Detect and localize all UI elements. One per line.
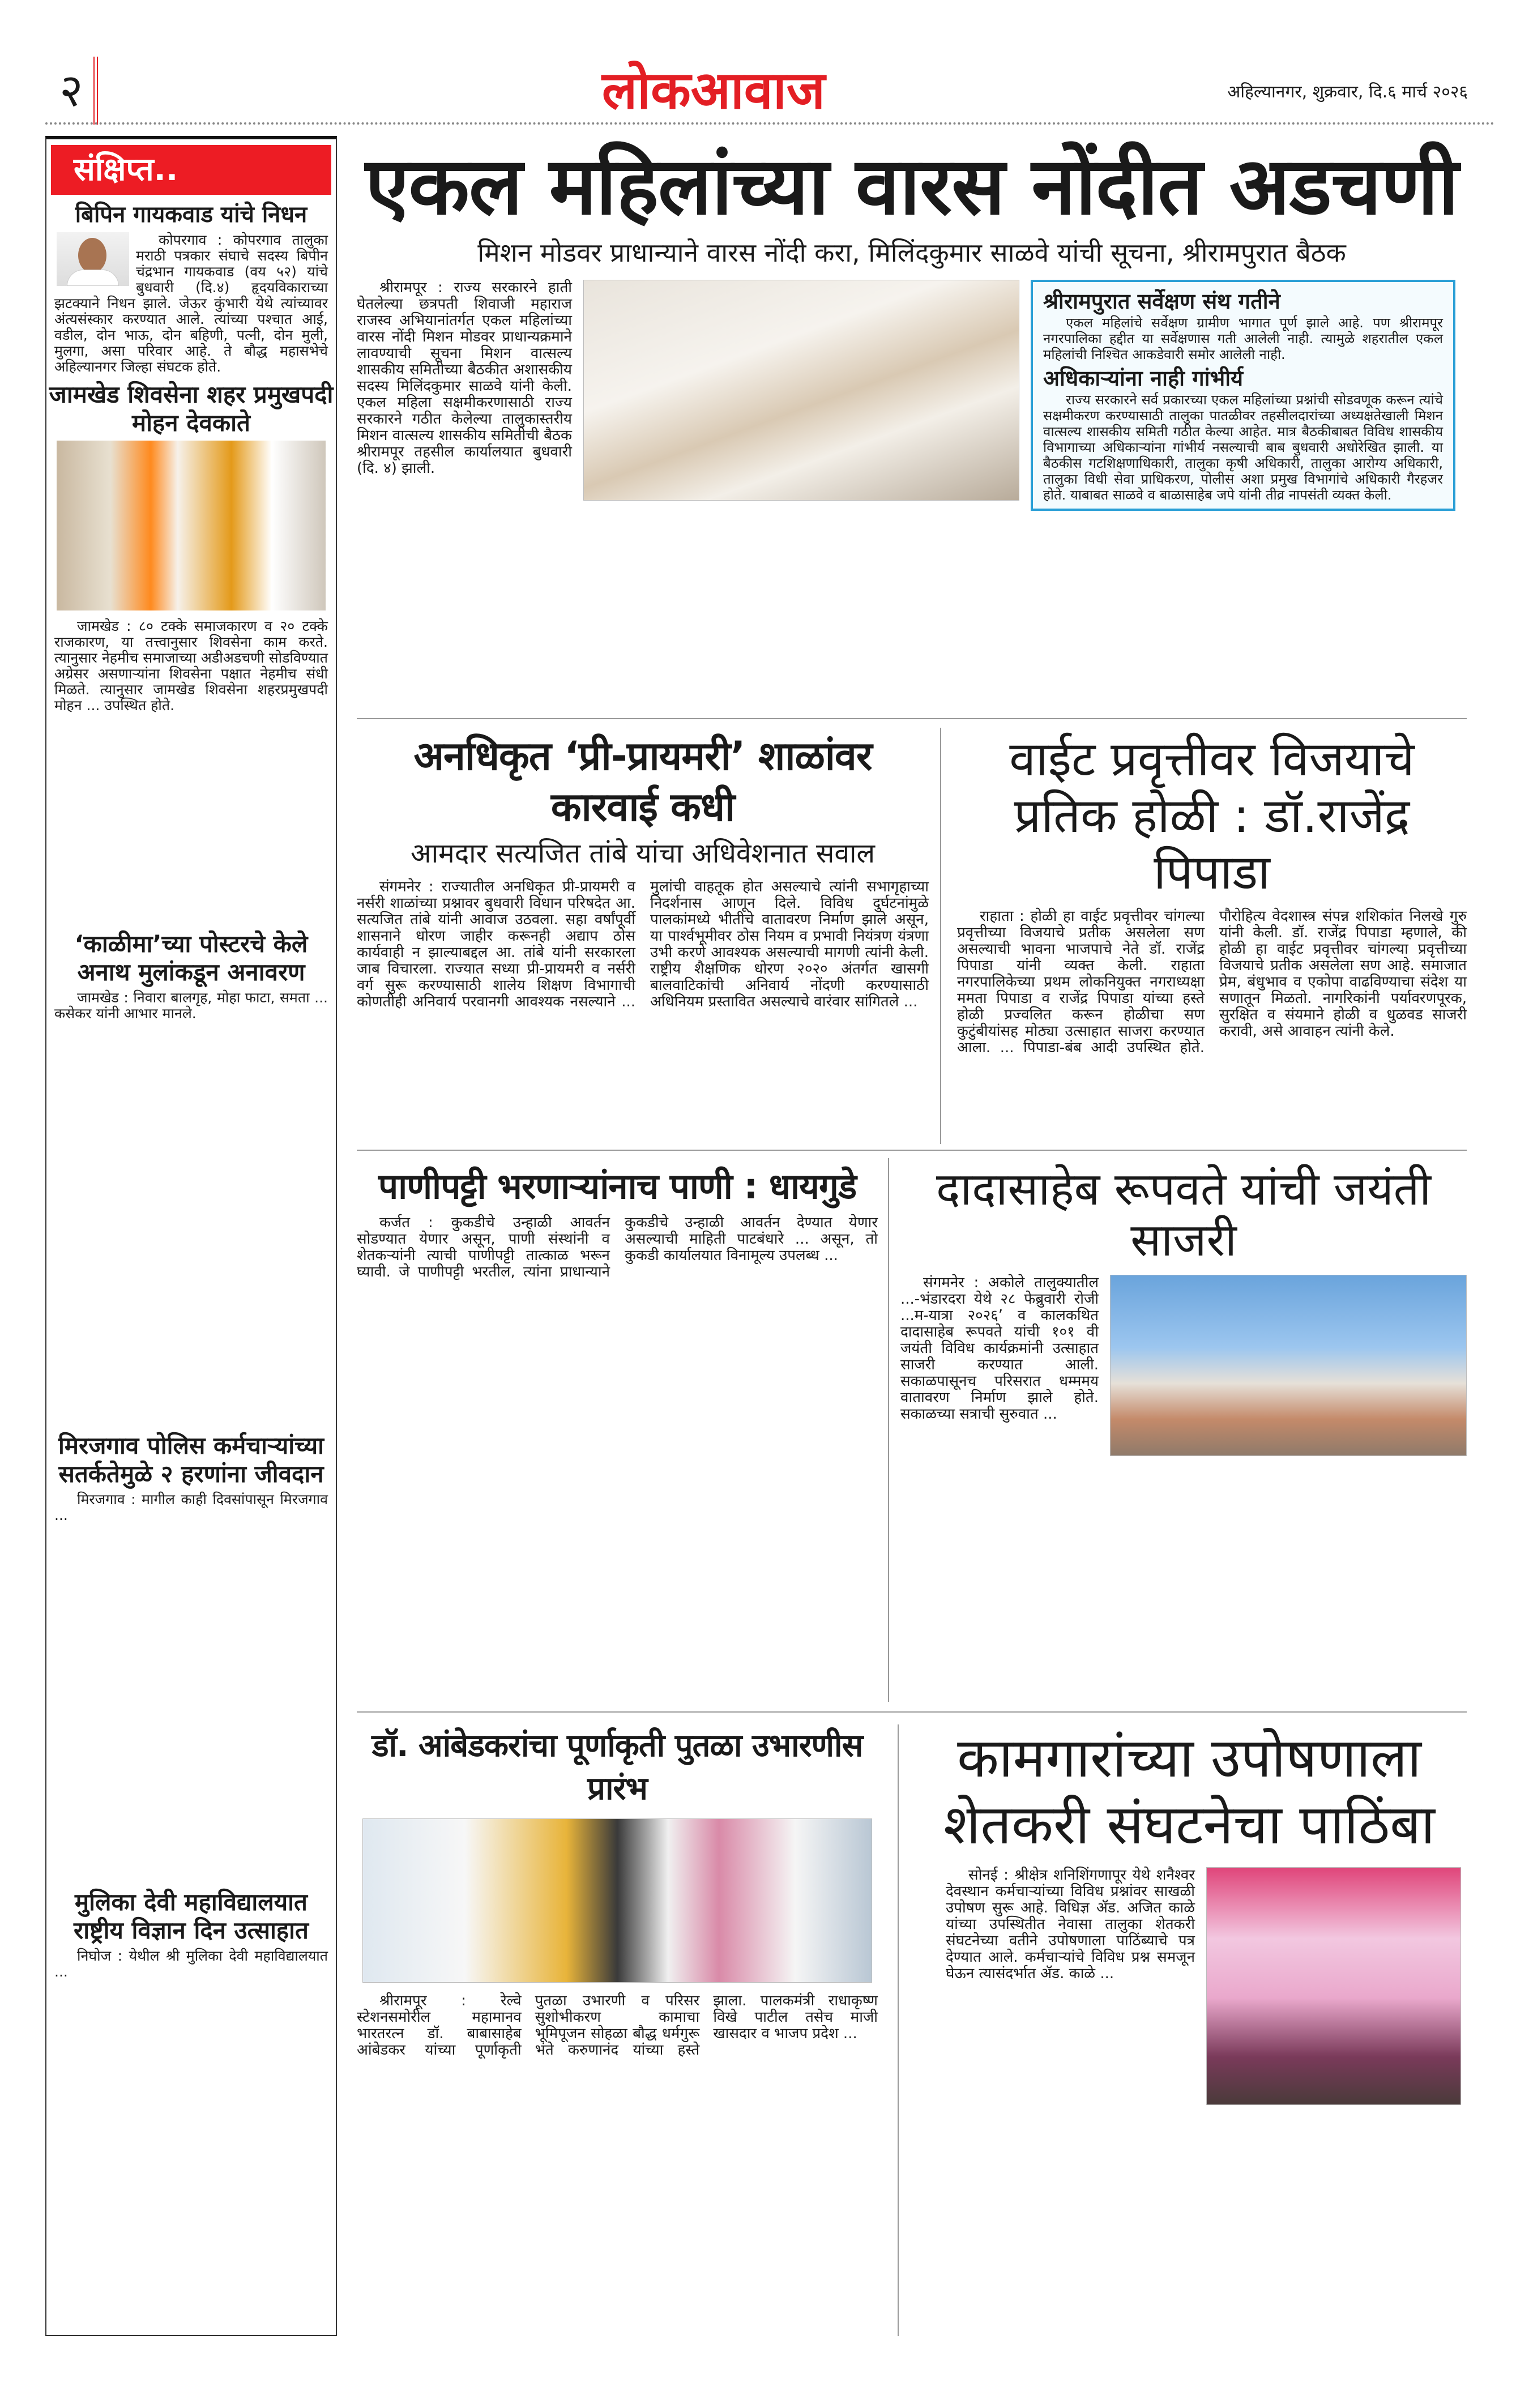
panipatti-article — [357, 1164, 878, 1280]
dadasaheb-body: संगमनेर : अकोले तालुक्यातील ...-भंडारदरा येथे २८ फेब्रुवारी रोजी ...म-यात्रा २०२६’ व कालकथित दादासाहेब रूपवते यांची १०१ वी जयंती विविध कार्यक्रमांनी उत्साहात साजरी करण्यात आली. सकाळपासूनच परिसरात धम्ममय वातावरण निर्माण झाले होते. सकाळच्या सत्राची सुरुवात ... — [900, 1274, 1099, 1423]
panipatti-headline: पाणीपट्टी भरणाऱ्यांनाच पाणी : धायगुडे — [378, 1165, 857, 1207]
kamgar-body: सोनई : श्रीक्षेत्र शनिशिंगणापूर येथे शनैश्वर देवस्थान कर्मचाऱ्यांच्या विविध प्रश्नांवर साखळी उपोषण सुरू आहे. विधिज्ञ ॲड. अजित काळे यांच्या उपस्थितीत नेवासा तालुका शेतकरी संघटनेच्या वतीने उपोषणाला पाठिंब्याचे पत्र देण्यात आले. कर्मचाऱ्यांचे विविध प्रश्न समजून घेऊन त्यासंदर्भात ॲड. काळे ... — [946, 1867, 1195, 1982]
pipada-article — [957, 731, 1467, 1056]
kamgar-article — [912, 1724, 1467, 2105]
page-number-divider — [93, 57, 98, 125]
header-divider — [45, 122, 1495, 125]
brief-headline: ‘काळीमा’च्या पोस्टरचे केले अनाथ मुलांकडून अनावरण — [74, 930, 308, 986]
brief-body: कोपरगाव : कोपरगाव तालुका मराठी पत्रकार संघाचे सदस्य बिपीन चंद्रभान गायकवाड (वय ५२) यांचे बुधवारी (दि.४) हृदयविकाराच्या झटक्याने निधन झाले. जेऊर कुंभारी येथे त्यांच्यावर अंत्यसंस्कार करण्यात आले. त्यांच्या पश्चात आई, वडील, दोन भाऊ, दोन बहिणी, पत्नी, दोन मुली, मुलगा, असा परिवार आहे. ते बौद्ध महासभेचे अहिल्यानगर जिल्हा संघटक होते. — [54, 232, 328, 375]
masthead-logo: लोकआवाज — [601, 60, 826, 121]
panipatti-body: कर्जत : कुकडीचे उन्हाळी आवर्तन सोडण्यात येणार असून, पाणी संस्थांनी व शेतकऱ्यांनी त्याची पाणीपट्टी तात्काळ भरून घ्यावी. जे पाणीपट्टी भरतील, त्यांना प्राधान्याने कुकडीचे उन्हाळी आवर्तन देण्यात येणार असल्याची माहिती पाटबंधारे ... असून, तो कुकडी कार्यालयात विनामूल्य उपलब्ध ... — [357, 1214, 878, 1280]
column-divider — [940, 728, 941, 1144]
pipada-headline: वाईट प्रवृत्तीवर विजयाचे प्रतिक होळी : डॉ.राजेंद्र पिपाडा — [1009, 731, 1415, 900]
box-text: एकल महिलांचे सर्वेक्षण ग्रामीण भागात पूर्ण झाले आहे. पण श्रीरामपूर नगरपालिका हद्दीत या सर्वेक्षणास गती आलेली नाही. त्यामुळे शहरातील एकल महिलांची निश्चित आकडेवारी समोर आलेली नाही. — [1043, 315, 1443, 362]
column-divider — [888, 1158, 889, 1702]
brief-headline: मुलिका देवी महाविद्यालयात राष्ट्रीय विज्ञान दिन उत्साहात — [74, 1888, 309, 1944]
preprimary-body: संगमनेर : राज्यातील अनधिकृत प्री-प्रायमरी व नर्सरी शाळांच्या प्रश्नावर बुधवारी विधान परिषदेत आ. सत्यजित तांबे यांनी आवाज उठवला. सहा वर्षांपूर्वी शासनाने धोरण जाहीर करूनही अद्याप ठोस कार्यवाही न झाल्याबद्दल आ. तांबे यांनी सरकारला जाब विचारला. राज्यात सध्या प्री-प्रायमरी व नर्सरी वर्ग सुरू करण्यासाठी शालेय शिक्षण विभागाची कोणतीही अनिवार्य परवानगी आवश्यक नसल्याने ... मुलांची वाहतूक होत असल्याचे त्यांनी सभागृहाच्या निदर्शनास आणून दिले. विविध दुर्घटनांमुळे पालकांमध्ये भीतीचे वातावरण निर्माण झाले असून, या पार्श्वभूमीवर ठोस नियम व प्रभावी नियंत्रण यंत्रणा उभी करणे आवश्यक असल्याची मागणी त्यांनी केली. राष्ट्रीय शैक्षणिक धोरण २०२० अंतर्गत खासगी बालवाटिकांची अनिवार्य नोंदणी करण्यासाठी अधिनियम प्रस्तावित असल्याचे वारंवार सांगितले ... — [357, 878, 929, 1010]
box-heading: अधिकाऱ्यांना नाही गांभीर्य — [1043, 366, 1244, 391]
kamgar-headline: कामगारांच्या उपोषणाला शेतकरी संघटनेचा पाठिंबा — [943, 1726, 1435, 1856]
section-divider — [357, 718, 1467, 719]
column-divider — [898, 1724, 899, 2336]
ambedkar-article — [357, 1724, 878, 2059]
preprimary-article — [357, 731, 929, 1010]
brief-news-sidebar — [45, 136, 337, 2336]
lead-headline: एकल महिलांच्या वारस नोंदीत अडचणी — [365, 140, 1458, 233]
lead-body: श्रीरामपूर : राज्य सरकारने हाती घेतलेल्या छत्रपती शिवाजी महाराज राजस्व अभियानांतर्गत एकल महिलांच्या वारस नोंदी मिशन मोडवर प्राधान्यक्रमाने लावण्याची सूचना मिशन वात्सल्य शासकीय समितीच्या बैठकीत अशासकीय सदस्य मिलिंदकुमार साळवे यांनी केली. एकल महिला सक्षमीकरणासाठी राज्य सरकारने गठीत केलेल्या तालुकास्तरीय मिशन वात्सल्य शासकीय समितीची बैठक श्रीरामपूर तहसील कार्यालयात बुधवारी (दि. ४) झाली. — [357, 279, 572, 477]
hunger-strike-photo — [1206, 1867, 1461, 2105]
brief-body: जामखेड : निवारा बालगृह, मोहा फाटा, समता ... कसेकर यांनी आभार मानले. — [54, 989, 328, 1022]
ambedkar-body: श्रीरामपूर : रेल्वे स्टेशनसमोरील महामानव भारतरत्न डॉ. बाबासाहेब आंबेडकर यांच्या पूर्णाकृती पुतळा उभारणी व परिसर सुशोभीकरण कामाचा भूमिपूजन सोहळा बौद्ध धर्मगुरू भंते करुणानंद यांच्या हस्ते झाला. पालकमंत्री राधाकृष्ण विखे पाटील तसेच माजी खासदार व भाजप प्रदेश ... — [357, 1992, 878, 2059]
info-box — [1031, 280, 1455, 511]
statue-ceremony-photo — [362, 1818, 872, 1983]
preprimary-headline: अनधिकृत ‘प्री-प्रायमरी’ शाळांवर कारवाई कधी — [413, 733, 872, 830]
dadasaheb-article — [900, 1164, 1467, 1456]
box-text: राज्य सरकारने सर्व प्रकारच्या एकल महिलांच्या प्रश्नांची सोडवणूक करून त्यांचे सक्षमीकरण करण्यासाठी तालुका पातळीवर तहसीलदारांच्या अध्यक्षतेखाली मिशन वात्सल्य शासकीय समिती गठीत केल्या आहेत. मात्र बैठकीबाबत विविध शासकीय विभागाच्या अधिकाऱ्यांना गांभीर्य नसल्याची बाब बुधवारी अधोरेखित झाली. या बैठकीस गटशिक्षणाधिकारी, तालुका कृषी अधिकारी, तालुका आरोग्य अधिकारी, तालुका विधी सेवा प्राधिकरण, पोलीस अशा प्रमुख विभागांचे अधिकारी गैरहजर होते. याबाबत साळवे व बाळासाहेब जपे यांनी तीव्र नापसंती व्यक्त केली. — [1043, 392, 1443, 503]
lead-article — [357, 142, 1467, 511]
group-photo — [57, 441, 326, 610]
brief-body: जामखेड : ८० टक्के समाजकारण व २० टक्के राजकारण, या तत्त्वानुसार शिवसेना काम करते. त्यानुसार नेहमीच समाजाच्या अडीअडचणी सोडविण्यात अग्रेसर असणाऱ्यांना शिवसेना पक्षात नेहमीच संधी मिळते. त्यानुसार जामखेड शिवसेना शहरप्रमुखपदी मोहन ... उपस्थित होते. — [54, 618, 328, 714]
lead-subheadline: मिशन मोडवर प्राधान्याने वारस नोंदी करा, मिलिंदकुमार साळवे यांची सूचना, श्रीरामपुरात बैठक — [477, 237, 1346, 268]
box-heading: श्रीरामपुरात सर्वेक्षण संथ गतीने — [1043, 289, 1280, 314]
section-divider — [357, 1150, 1467, 1151]
ambedkar-headline: डॉ. आंबेडकरांचा पूर्णाकृती पुतळा उभारणीस प्रारंभ — [371, 1727, 863, 1807]
brief-headline: जामखेड शिवसेना शहर प्रमुखपदी मोहन देवकाते — [49, 381, 334, 437]
portrait-photo — [57, 232, 129, 286]
brief-body: निघोज : येथील श्री मुलिका देवी महाविद्यालयात ... — [54, 1948, 328, 1980]
brief-headline: मिरजगाव पोलिस कर्मचाऱ्यांच्या सतर्कतेमुळे २ हरणांना जीवदान — [58, 1432, 324, 1488]
brief-news-banner: संक्षिप्त.. — [51, 145, 331, 195]
page-number: २ — [59, 64, 83, 117]
meeting-photo — [583, 280, 1019, 501]
section-divider — [357, 1711, 1467, 1713]
dateline: अहिल्यानगर, शुक्रवार, दि.६ मार्च २०२६ — [1227, 82, 1468, 102]
pipada-body: राहाता : होळी हा वाईट प्रवृत्तीवर चांगल्या प्रवृत्तीच्या विजयाचे प्रतीक असलेला सण असल्याची भावना भाजपाचे नेते डॉ. राजेंद्र पिपाडा यांनी व्यक्त केली. राहाता नगरपालिकेच्या प्रथम लोकनियुक्त नगराध्यक्षा ममता पिपाडा व राजेंद्र पिपाडा यांच्या हस्ते होळी प्रज्वलित करून होळीचा सण कुटुंबीयांसह मोठ्या उत्साहात साजरा करण्यात आला. ... पिपाडा-बंब आदी उपस्थित होते. पौरोहित्य वेदशास्त्र संपन्न शशिकांत निलखे गुरु यांनी केली. डॉ. राजेंद्र पिपाडा म्हणाले, की होळी हा वाईट प्रवृत्तीवर चांगल्या प्रवृत्तीच्या विजयाचे प्रतीक असलेला सण आहे. समाजात प्रेम, बंधुभाव व एकोपा वाढविण्याचा संदेश या सणातून मिळतो. नागरिकांनी पर्यावरणपूरक, सुरक्षित व संयमाने होळी व धुळवड साजरी करावी, असे आवाहन त्यांनी केले. — [957, 908, 1467, 1056]
dadasaheb-headline: दादासाहेब रूपवते यांची जयंती साजरी — [936, 1163, 1432, 1266]
brief-headline: बिपिन गायकवाड यांचे निधन — [75, 202, 308, 228]
event-photo — [1110, 1275, 1467, 1456]
brief-body: मिरजगाव : मागील काही दिवसांपासून मिरजगाव ... — [54, 1491, 328, 1523]
preprimary-subheadline: आमदार सत्यजित तांबे यांचा अधिवेशनात सवाल — [410, 838, 876, 869]
